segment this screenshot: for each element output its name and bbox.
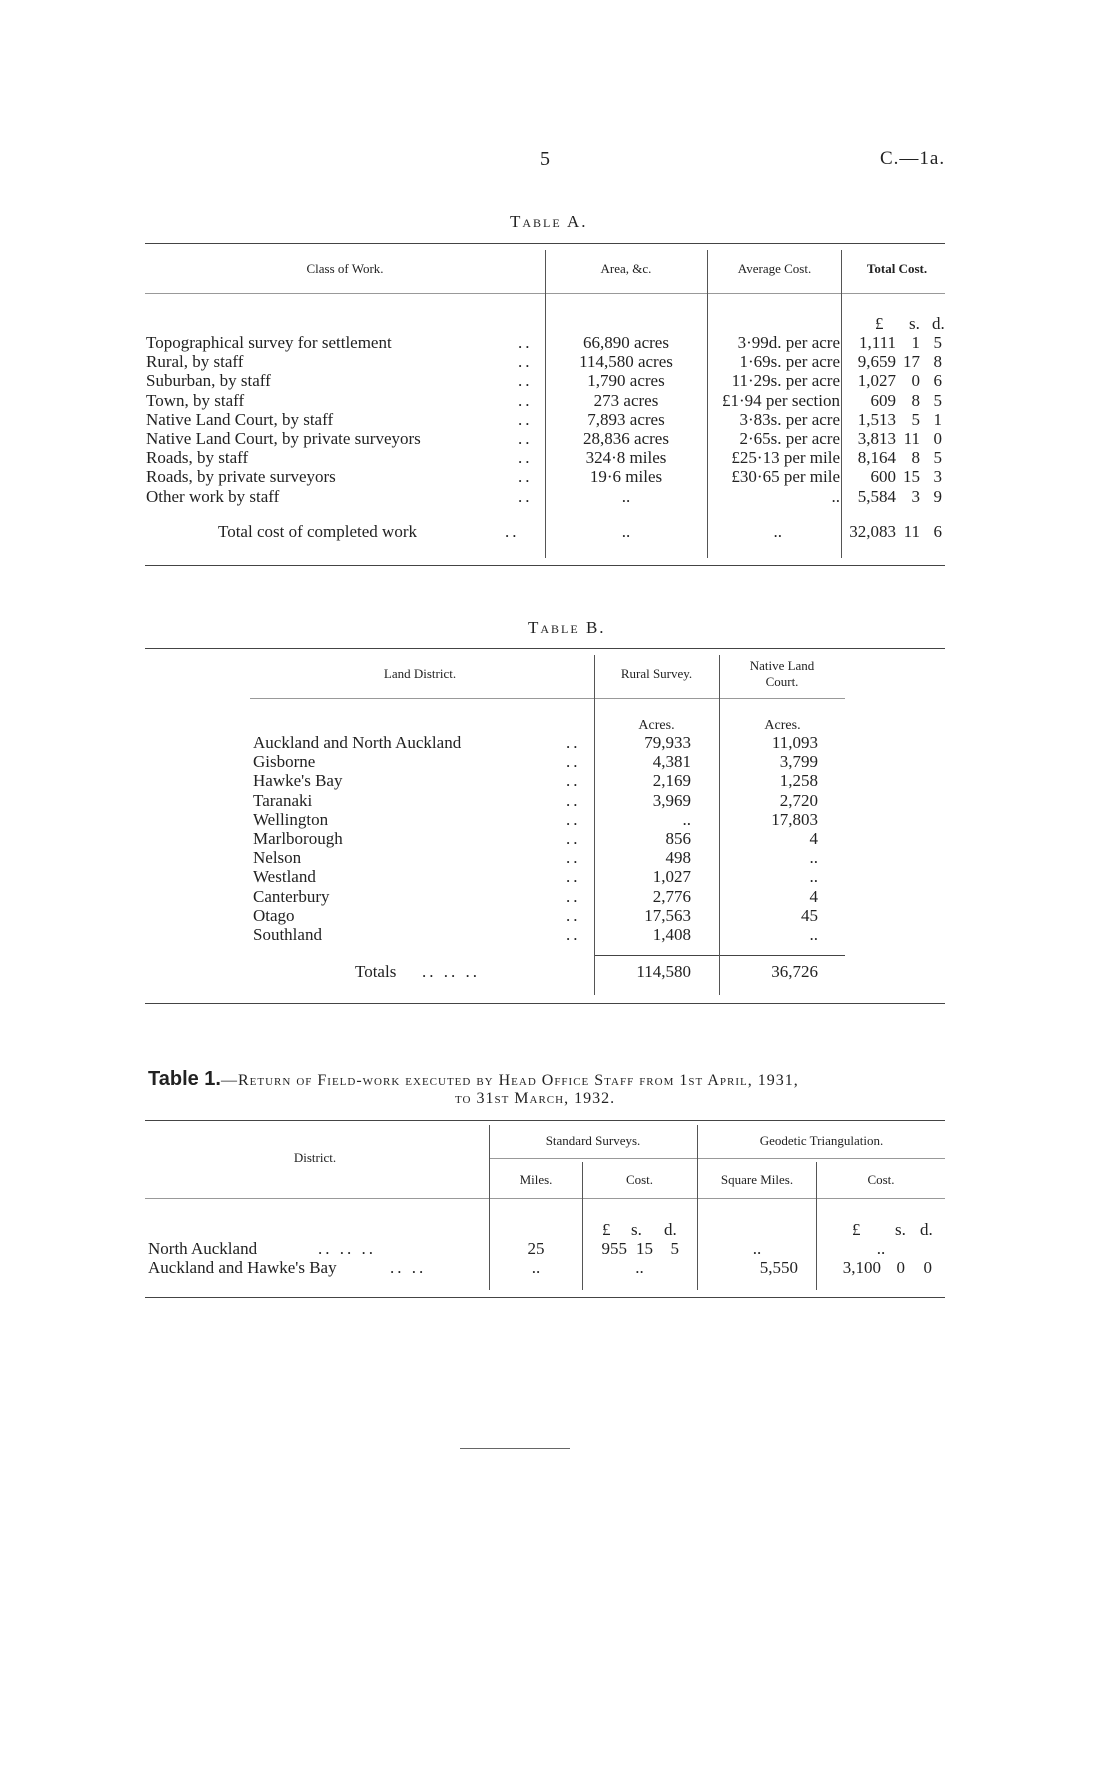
leader-dots: .. <box>566 733 581 752</box>
table-1-title <box>148 1068 799 1091</box>
table-b-row-rural: 2,776 <box>652 887 691 906</box>
table-b-row-district: Auckland and North Auckland <box>253 733 462 752</box>
table-b-row-district: Wellington <box>253 810 329 829</box>
currency-shilling: s. <box>895 1220 906 1239</box>
table-a-row-pounds: 8,164 <box>857 448 896 467</box>
table-1-row-cost2-shillings: 0 <box>896 1258 905 1277</box>
table-a-row-shillings: 11 <box>903 429 920 448</box>
table-1-row-cost-shillings: 15 <box>636 1239 653 1258</box>
table-b-sum-rule <box>595 955 845 956</box>
leader-dots: .. <box>518 410 533 429</box>
table-b-unit-rural: Acres. <box>638 718 675 733</box>
table-a-row-pence: 3 <box>933 467 942 486</box>
table-b-row-native: .. <box>809 848 818 867</box>
table-1-row-cost-pounds: 955 <box>601 1239 627 1258</box>
currency-shilling: s. <box>631 1220 642 1239</box>
table-a-row-avg: £30·65 per mile <box>731 467 840 486</box>
currency-pence: d. <box>920 1220 933 1239</box>
table-a-row-pence: 9 <box>933 487 942 506</box>
table-a-row-label: Topographical survey for settlement <box>146 333 392 352</box>
table-b-row-rural: 2,169 <box>652 771 691 790</box>
table-a-row-label: Town, by staff <box>146 391 245 410</box>
table-1-header-cost2: Cost. <box>867 1172 895 1187</box>
leader-dots: .. .. .. <box>422 962 480 981</box>
leader-dots: .. <box>566 771 581 790</box>
table-b-row-rural: .. <box>682 810 691 829</box>
table-1-row-sqmiles: 5,550 <box>759 1258 798 1277</box>
leader-dots: .. <box>566 867 581 886</box>
table-1-header-geodetic: Geodetic Triangulation. <box>759 1133 884 1148</box>
table-a-row-shillings: 17 <box>903 352 920 371</box>
table-1-header-standard: Standard Surveys. <box>545 1133 641 1148</box>
table-1-row-district: North Auckland <box>148 1239 258 1258</box>
table-1-row-sqmiles: .. <box>752 1239 762 1258</box>
table-1-row-cost2: .. <box>876 1239 886 1258</box>
table-a-row-pounds: 1,513 <box>857 410 896 429</box>
table-a-row-area: 66,890 acres <box>583 333 669 352</box>
table-a-row-shillings: 3 <box>911 487 920 506</box>
leader-dots: .. <box>566 791 581 810</box>
table-a-total-pounds: 32,083 <box>849 522 896 541</box>
table-a-row-pounds: 3,813 <box>857 429 896 448</box>
table-a-row-shillings: 0 <box>911 371 920 390</box>
table-b-row-native: .. <box>809 925 818 944</box>
table-b-totals-label: Totals <box>355 962 397 981</box>
leader-dots: .. <box>566 829 581 848</box>
table-b-row-district: Otago <box>253 906 295 925</box>
table-a-row-label: Native Land Court, by private surveyors <box>146 429 421 448</box>
table-a-total-pence: 6 <box>933 522 942 541</box>
table-a-bottom-rule <box>145 565 945 566</box>
table-a-row-label: Native Land Court, by staff <box>146 410 334 429</box>
table-a-row-area: .. <box>621 487 631 506</box>
table-a-row-avg: 1·69s. per acre <box>739 352 840 371</box>
table-a-row-pence: 5 <box>933 391 942 410</box>
table-a-row-pounds: 609 <box>870 391 896 410</box>
table-1-header-rule <box>145 1198 945 1199</box>
table-b-row-district: Canterbury <box>253 887 330 906</box>
table-1-header-sqmiles: Square Miles. <box>720 1172 794 1187</box>
table-a-row-avg: 3·99d. per acre <box>737 333 840 352</box>
table-a-row-pence: 1 <box>933 410 942 429</box>
leader-dots: .. <box>518 467 533 486</box>
table-a-row-pounds: 1,027 <box>857 371 896 390</box>
leader-dots: .. <box>566 848 581 867</box>
table-b-row-rural: 1,027 <box>652 867 691 886</box>
table-b-row-rural: 17,563 <box>644 906 691 925</box>
table-a-row-avg: 2·65s. per acre <box>739 429 840 448</box>
table-b-total-rural: 114,580 <box>636 962 691 981</box>
table-a-row-avg: 11·29s. per acre <box>731 371 840 390</box>
table-1-subheader-rule <box>490 1158 945 1159</box>
table-b-header-district: Land District. <box>383 666 457 681</box>
table-b-row-district: Marlborough <box>253 829 343 848</box>
table-b-row-native: .. <box>809 867 818 886</box>
table-a-total-area: .. <box>621 522 631 541</box>
table-1-header-miles: Miles. <box>519 1172 553 1187</box>
table-b-row-rural: 856 <box>665 829 691 848</box>
table-a-row-pence: 6 <box>933 371 942 390</box>
table-a-row-area: 1,790 acres <box>587 371 665 390</box>
currency-pence: d. <box>932 314 945 333</box>
table-a-row-pence: 5 <box>933 333 942 352</box>
table-a-header-total: Total Cost. <box>866 261 928 276</box>
table-a-header-area: Area, &c. <box>600 261 652 276</box>
table-1-row-miles: 25 <box>527 1239 545 1258</box>
leader-dots: .. .. <box>390 1258 427 1277</box>
leader-dots: .. <box>566 925 581 944</box>
leader-dots: .. <box>518 429 533 448</box>
table-b-row-native: 11,093 <box>771 733 818 752</box>
table-1-header-district: District. <box>293 1150 337 1165</box>
table-b-row-district: Southland <box>253 925 322 944</box>
table-b-row-rural: 498 <box>665 848 691 867</box>
table-1-top-rule <box>145 1120 945 1121</box>
table-a-row-avg: £1·94 per section <box>721 391 840 410</box>
table-b-title: Table B. <box>528 618 606 637</box>
leader-dots: .. <box>518 352 533 371</box>
table-b-row-native: 1,258 <box>779 771 818 790</box>
currency-pence: d. <box>664 1220 677 1239</box>
table-1-label: Table 1. <box>148 1068 221 1090</box>
table-a-header-avg: Average Cost. <box>737 261 812 276</box>
leader-dots: .. <box>518 448 533 467</box>
leader-dots: .. <box>518 487 533 506</box>
table-a-row-area: 114,580 acres <box>579 352 673 371</box>
table-b-row-district: Westland <box>253 867 316 886</box>
table-a-row-area: 28,836 acres <box>583 429 669 448</box>
table-a-row-shillings: 8 <box>911 391 920 410</box>
table-a-row-area: 324·8 miles <box>585 448 667 467</box>
leader-dots: .. <box>566 810 581 829</box>
table-b-header-native: Native Land Court. <box>749 658 815 689</box>
table-b-top-rule <box>145 648 945 649</box>
leader-dots: .. <box>518 391 533 410</box>
table-a-row-pence: 8 <box>933 352 942 371</box>
table-a-header-class: Class of Work. <box>306 261 384 276</box>
table-a-row-label: Other work by staff <box>146 487 280 506</box>
currency-shilling: s. <box>909 314 920 333</box>
leader-dots: .. .. .. <box>318 1239 376 1258</box>
table-1-header-cost: Cost. <box>625 1172 654 1187</box>
table-a-row-shillings: 1 <box>911 333 920 352</box>
table-b-row-rural: 1,408 <box>652 925 691 944</box>
table-a-row-shillings: 15 <box>903 467 920 486</box>
table-b-row-native: 17,803 <box>771 810 818 829</box>
leader-dots: .. <box>566 887 581 906</box>
table-b-row-native: 3,799 <box>779 752 818 771</box>
leader-dots: .. <box>518 371 533 390</box>
currency-pound: £ <box>852 1220 861 1239</box>
table-a-row-avg: .. <box>831 487 840 506</box>
table-a-total-shillings: 11 <box>903 522 920 541</box>
table-b-row-district: Nelson <box>253 848 302 867</box>
table-a-row-pounds: 600 <box>870 467 896 486</box>
table-1-row-district: Auckland and Hawke's Bay <box>148 1258 337 1277</box>
table-1-row-cost2-pounds: 3,100 <box>842 1258 881 1277</box>
currency-pound: £ <box>875 314 884 333</box>
table-a-row-pounds: 9,659 <box>857 352 896 371</box>
table-1-row-cost2-pence: 0 <box>923 1258 932 1277</box>
table-b-bottom-rule <box>145 1003 945 1004</box>
table-b-row-district: Taranaki <box>253 791 313 810</box>
table-b-header-rural: Rural Survey. <box>620 666 693 681</box>
page-number: 5 <box>540 148 550 170</box>
table-a-total-avg: .. <box>773 522 782 541</box>
table-b-unit-native: Acres. <box>764 718 801 733</box>
table-a-row-pounds: 1,111 <box>859 333 896 352</box>
table-a-row-area: 7,893 acres <box>587 410 665 429</box>
table-b-row-rural: 4,381 <box>652 752 691 771</box>
table-a-row-label: Roads, by private surveyors <box>146 467 336 486</box>
table-1-title-line1: —Return of Field-work executed by Head Office Staff from 1st April, 1931, <box>221 1072 799 1089</box>
table-b-row-native: 2,720 <box>779 791 818 810</box>
table-b-row-rural: 79,933 <box>644 733 691 752</box>
table-b-header-rule <box>250 698 845 699</box>
table-a-row-shillings: 5 <box>911 410 920 429</box>
table-a-row-label: Suburban, by staff <box>146 371 271 390</box>
table-a-row-area: 273 acres <box>593 391 659 410</box>
table-1-bottom-rule <box>145 1297 945 1298</box>
currency-pound: £ <box>602 1220 611 1239</box>
table-1-row-miles: .. <box>531 1258 541 1277</box>
table-1-row-cost: .. <box>635 1258 644 1277</box>
table-a-row-label: Rural, by staff <box>146 352 244 371</box>
table-a-row-label: Roads, by staff <box>146 448 249 467</box>
table-1-row-cost-pence: 5 <box>670 1239 679 1258</box>
leader-dots: .. <box>566 752 581 771</box>
table-a-row-avg: £25·13 per mile <box>731 448 840 467</box>
table-a-row-pence: 0 <box>933 429 942 448</box>
leader-dots: .. <box>505 522 520 541</box>
table-a-row-pence: 5 <box>933 448 942 467</box>
leader-dots: .. <box>518 333 533 352</box>
table-a-total-label: Total cost of completed work <box>218 522 417 541</box>
table-a-row-pounds: 5,584 <box>857 487 896 506</box>
table-b-row-native: 4 <box>809 829 818 848</box>
table-b-row-native: 4 <box>809 887 818 906</box>
closing-rule <box>460 1448 570 1449</box>
table-b-row-district: Hawke's Bay <box>253 771 343 790</box>
table-b-row-native: 45 <box>801 906 818 925</box>
table-1-title-line2: to 31st March, 1932. <box>455 1090 616 1107</box>
table-a-row-area: 19·6 miles <box>589 467 663 486</box>
document-code: C.—1a. <box>880 148 946 169</box>
table-a-title: Table A. <box>510 212 588 231</box>
leader-dots: .. <box>566 906 581 925</box>
table-b-total-native: 36,726 <box>771 962 818 981</box>
table-a-row-avg: 3·83s. per acre <box>739 410 840 429</box>
table-a-row-shillings: 8 <box>911 448 920 467</box>
table-a-top-rule <box>145 243 945 244</box>
table-b-row-district: Gisborne <box>253 752 316 771</box>
table-b-row-rural: 3,969 <box>652 791 691 810</box>
